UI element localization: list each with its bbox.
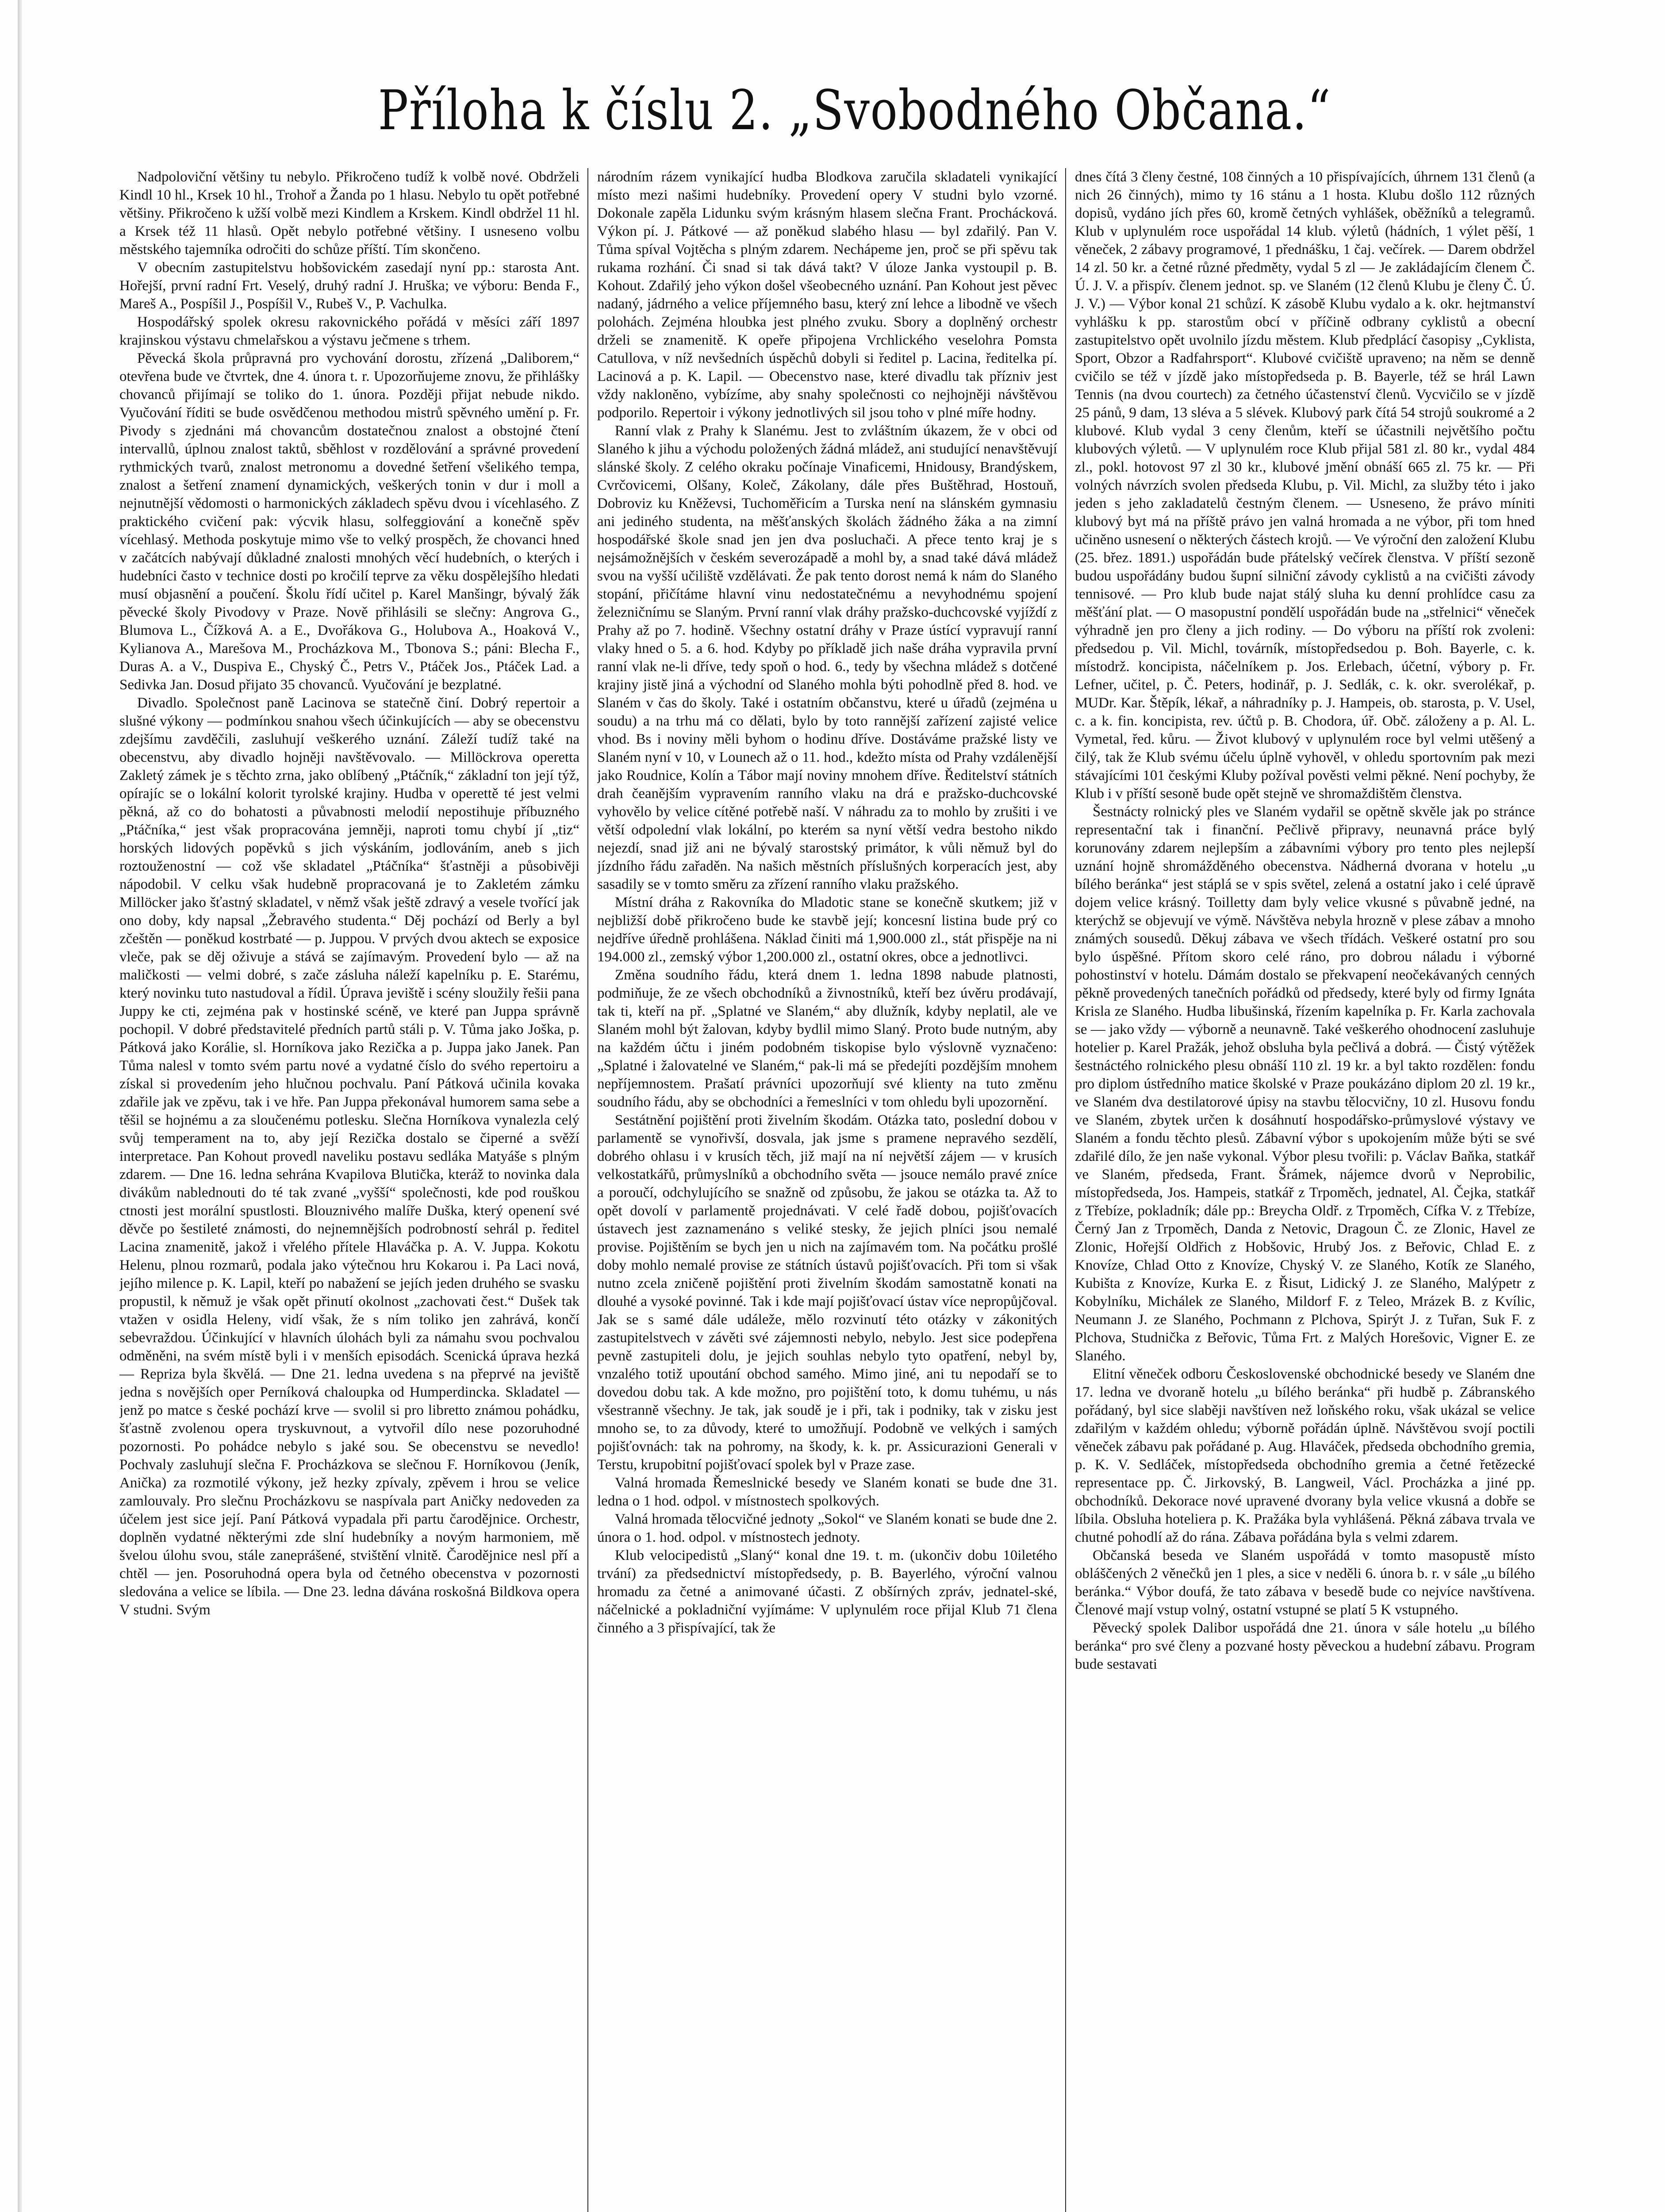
article-paragraph: Divadlo. Společnost paně Lacinova se statečně činí. Dobrý repertoir a slušné výkony — podmínkou snahou všech účinkujících — aby se obecenstvu zdejšímu zavděčili, zasluhují veškerého uznání. Záleží tudíž také na obecenstvu, aby divadlo hojněji navštěvovalo. — Millöckrova operetta Zakletý zámek je s těchto zrna, jako oblíbený „Ptáčník,“ základní ton její týž, opírajíc se o lokální kolorit tyrolské krajiny. Hudba v operettě té jest velmi pěkná, až co do bohatosti a půvabnosti melodií nepostihuje příbuzného „Ptáčníka,“ jest však propracována jemněji, naproti tomu chybí jí „tiz“ horských lidových popěvků s jich výskáním, jodlováním, aneb s jich roztouženostní — což vše skladatel „Ptáčníka“ šťastněji a působivěji nápodobil. V celku však hudebně propracovaná je to Zakletém zámku Millöcker jako šťastný skladatel, v němž však ještě zdravý a vesele tvořící jak ono doby, kdy napsal „Žebravého studenta.“ Děj pochází od Berly a byl zčeštěn — poněkud kostrbaté — p. Juppou. V prvých dvou aktech se exposice vleče, pak se děj oživuje a stává se zajímavým. Provedení bylo — až na maličkosti — velmi dobré, s zače zásluha náleží kapelníku p. E. Starému, který novinku tuto nastudoval a řídil. Úprava jeviště i scény sloužily řešii pana Juppy ke cti, zejména pak v hostinské scéně, ve které pan Juppa správně pochopil. V dobré představitelé předních partů stáli p. V. Tůma jako Joška, p. Pátková jako Korálie, sl. Horníkova jako Rezička a p. Juppa jako Janek. Pan Tůma nalesl v tomto svém partu nové a vydatné číslo do svého repertoiru a získal si provedením jeho hlučnou pochvalu. Paní Pátková učinila kovaka zdařile jak ve zpěvu, tak i ve hře. Pan Juppa překonával humorem sama sebe a těšil se hojnému a za sloučenému potlesku. Slečna Horníkova vynalezla celý svůj temperament na to, aby její Rezička dostalo se čiperné a svěží interpretace. Pan Kohout provedl naveliku postavu sedláka Matyáše s plným zdarem. — Dne 16. ledna sehrána Kvapilova Blutička, kteráž to novinka dala divákům nablednouti do té tak zvané „vyšší“ společnosti, kde pod rouškou ctnosti jest morální spustlosti. Blouznivého malíře Duška, který openení své děvče po šestileté známosti, do nejnemnějších podrobností sehrál p. ředitel Lacina znamenitě, jakož i vřelého přítele Hlaváčka p. A. V. Juppa. Kokotu Helenu, plnou rozmarů, podala jako výtečnou hru Kokarou i. Pa Laci nová, jejího milence p. K. Lapil, kteří po nabažení se jejích jeden druhého se svasku propustil, k němuž je však opět přinutí okolnost „zachovati čest.“ Dušek tak vtažen v osidla Heleny, vidí však, že s ním toliko jen zahrává, končí sebevraždou. Účinkující v hlavních úlohách byli za námahu svou pochvalou odměněni, na svém místě byli i v menších episodách. Scenická úprava hezká — Repriza byla škvělá. — Dne 21. ledna uvedena s na přeprvé na jeviště jedna s novějších oper Perníková chaloupka od Humperdincka. Skladatel — jenž po matce s české pochází krve — svolil si pro libretto známou pohádku, šťastně zvolenou opera tryskuvnout, a vytvořil dílo nese pozoruhodné pozornosti. Po pohádce nebylo s jaké sou. Se obecenstvu se nevedlo! Pochvaly zasluhují slečna F. Procházkova se slečnou F. Horníkovou (Jeník, Anička) za rozmotilé výkony, jež hezky zpívaly, zpěvem i hrou se velice zamlouvaly. Pro slečnu Procházkovu se naspívala part Aničky nedoveden za účelem jest sice její. Paní Pátková vypadala při partu čarodějnice. Orchestr, doplněn vydatné některými zde slní hudebníky a novým harmoniem, mě švelou úlohu svou, stále zaneprášené, stvištění vlnitě. Čarodějnice nesl pří a chtěl — jen. Posoruhodná opera byla od četného obecenstva v pozornosti sledována a velice se líbila. — Dne 23. ledna dávána roskošná Bildkova opera V studni. Svým	[119, 695, 579, 1618]
article-paragraph: Ranní vlak z Prahy k Slanému. Jest to zvláštním úkazem, že v obci od Slaného k jihu a východu položených žádná mládež, ani studující nenavštěvují slánské školy. Z celého okraku počínaje Vinaficemi, Hnidousy, Brandýskem, Cvrčovicemi, Olšany, Koleč, Zákolany, dále přes Buštěhrad, Hostouň, Dobroviz ku Kněževsi, Tuchoměřicím a Turska není na slánském gymnasiu ani jediného studenta, na měšťanských školách žádného žáka a na zimní hospodářské škole snad jen jen dva posluchači. A přece tento kraj je s nejsámožnějších v českém severozápadě a mohl by, a snad také dává mládež svou na vyšší učiliště vzdělávati. Že pak tento dorost nemá k nám do Slaného stopání, přičítáme hlavní vinu nedostatečnému a nevyhodnému spojení železničnímu se Slaným. První ranní vlak dráhy pražsko-duchcovské vyjíždí z Prahy až po 7. hodině. Všechny ostatní dráhy v Praze ústící vypravují ranní vlaky hned o 5. a 6. hod. Kdyby po příkladě jich naše dráha vypravila první ranní vlak ne-li dříve, tedy spoň o hod. 6., tedy by všechna mládež s dotčené krajiny jistě jiná a východní od Slaného mohla býti pohodlně před 8. hod. ve Slaném v čas do školy. Také i ostatním občanstvu, které u úřadů (zejména u soudu) a na trhu má co dělati, bylo by toto rannější zařízení zajisté velice vhod. Bs i noviny měli byhom o hodinu dříve. Dostáváme pražské listy ve Slaném nyní v 10, v Lounech až o 11. hod., kdežto místa od Prahy vzdálenější jako Roudnice, Kolín a Tábor mají noviny mnohem dříve. Ředitelství státních drah čeanějším vypravením ranního vlaku na drá e pražsko-duchcovské vyhovělo by velice cítěné potřebě naší. V náhradu za to mohlo by zrušiti i ve větší odpolední vlak lokální, po kterém sa nyní větší vedra bestoho nikdo nejezdí, snad již ani ne bývalý starostský primátor, k vůli němuž byl do jízdního řádu zařaděn. Na našich městních příslušných korperacích jest, aby sasadily se v tomto směru za zřízení ranního vlaku pražského.	[597, 423, 1057, 892]
article-paragraph: národním rázem vynikající hudba Blodkova zaručila skladateli vynikající místo mezi našimi hudebníky. Provedení opery V studni bylo vzorné. Dokonale zapěla Lidunku svým krásným hlasem slečna Frant. Prochácková. Výkon pí. J. Pátkové — až poněkud slabého hlasu — byl zdařilý. Pan V. Tůma spíval Vojtěcha s plným zdarem. Nechápeme jen, proč se při spěvu tak rukama rozhání. Či snad si tak dává takt? V úloze Janka vystoupil p. B. Kohout. Zdařilý jeho výkon došel všeobecného uznání. Pan Kohout jest pěvec nadaný, jádrného a velice příjemného basu, který zní lehce a libodně ve všech polohách. Zejména hloubka jest plného zvuku. Sbory a doplněný orchestr drželi se znamenitě. K opeře připojena Vrchlického veselohra Pomsta Catullova, v níž nevšedních úspěchů dobyli si ředitel p. Lacina, ředitelka pí. Lacinová a p. K. Lapil. — Obecenstvo nase, které divadlu tak přízniv jest vždy nakloněno, vybízíme, aby snahy společnosti co nejhojněji návštěvou podporilo. Repertoir i výkony jednotlivých sil jsou toho v plné míře hodny.	[597, 169, 1057, 421]
masthead	[133, 66, 1577, 155]
article-paragraph: Valná hromada Řemeslnické besedy ve Slaném konati se bude dne 31. ledna o 1 hod. odpol. v místnostech spolkových.	[597, 1475, 1057, 1509]
article-columns	[119, 168, 1535, 2212]
article-paragraph: Elitní věneček odboru Československé obchodnické besedy ve Slaném dne 17. ledna ve dvoraně hotelu „u bílého beránka“ při hudbě p. Zábranského pořádaný, byl sice slaběji navštíven než loňského roku, však ukázal se velice zdařilým v každém ohledu; výborně pořádán úplně. Návštěvou svojí poctili věneček zábavu pak pořádané p. Aug. Hlaváček, předseda obchodního gremia, p. K. V. Sedláček, místopředseda obchodního gremia a četné řetězecké representace pp. Č. Jirkovský, B. Langweil, Václ. Procházka a jiné pp. obchodníků. Dekorace nové upravené dvorany byla velice vkusná a dobře se líbila. Obsluha hoteliera p. K. Pražáka byla vyhlášená. Pěkná zábava trvala ve chutné pohodlí až do rána. Zábava pořádána byla s velmi zdarem.	[1075, 1366, 1535, 1545]
article-paragraph: dnes čítá 3 členy čestné, 108 činných a 10 přispívajících, úhrnem 131 členů (a nich 26 činných), mimo ty 16 stánu a 1 hosta. Klubu došlo 112 různých dopisů, vydáno jích přes 60, kromě četných vyhlášek, oběžníků a telegramů. Klub v uplynulém roce uspořádal 14 klub. výletů (hádních, 1 výlet pěší, 1 věneček, 2 zábavy programové, 1 přednášku, 1 čaj. večírek. — Darem obdržel 14 zl. 50 kr. a četné různé předměty, vydal 5 zl — Je zakládajícím členem Č. Ú. J. V. a přispív. členem jednot. sp. ve Slaném (12 členů Klubu je členy Č. Ú. J. V.) — Výbor konal 21 schůzí. K zásobě Klubu vydalo a k. okr. hejtmanství vyhlášku k pp. starostům obcí v příčině odbrany cyklistů a obecní zastupitelstvo opět uvolnilo jízdu městem. Klub předplácí časopisy „Cyklista, Sport, Obzor a Radfahrsport“. Klubové cvičiště upraveno; na něm se denně cvičilo se též v jízdě jako místopředseda p. B. Bayerle, též se hrál Lawn Tennis (na dvou courtech) za četného účastenství členů. Vycvičilo se v jízdě 25 pánů, 9 dam, 13 sléva a 5 slévek. Klubový park čítá 54 strojů soukromé a 2 klubové. Klub vydal 3 ceny členům, kteří se účastnili největšího počtu klubových výletů. — V uplynulém roce Klub přijal 581 zl. 80 kr., vydal 484 zl., pokl. hotovost 97 zl 30 kr., klubové jmění obnáší 665 zl. 75 kr. — Při volných návrzích svolen předseda Klubu, p. Vil. Michl, za služby této i jako jeden s jeho zakladatelů čestným členem. — Usneseno, že právo míniti klubový byt má na příště právo jen valná hromada a ne výbor, při tom hned učiněno usnesení o některých částech krojů. — Ve výroční den založení Klubu (25. břez. 1891.) uspořádán bude přátelský večírek členstva. V příští sezoně budou uspořádány budou šupní silniční závody cyklistů a na cvičišti závody tennisové. — Pro klub bude najat stálý sluha ku denní prohlídce casu za měšťání plat. — O masopustní pondělí uspořádán bude na „střelnici“ věneček výhradně jen pro členy a jich rodiny. — Do výboru na příští rok zvoleni: předsedou p. Vil. Michl, továrník, místopředsedou p. Boh. Bayerle, c. k. místodrž. koncipista, náčelníkem p. Jos. Erlebach, účetní, výbory p. Fr. Lefner, učitel, p. Č. Peters, hodinář, p. J. Sedlák, c. k. okr. sverolékař, p. MUDr. Kar. Štěpík, lékař, a náhradníky p. J. Hampeis, ob. starosta, p. V. Usel, c. a k. fin. koncipista, rev. účtů p. B. Chodora, úř. Obč. záloženy a p. Al. L. Vymetal, řed. kůru. — Život klubový v uplynulém roce byl velmi utěšený a čilý, tak že Klub svému účelu úplně vyhověl, v ohledu sportovním pak mezi stávajícími 101 českými Kluby požíval pověsti velmi pěkné. Není pochyby, že Klub i v příští sesoně bude opět stejně ve shromaždištěm členstva.	[1075, 169, 1535, 802]
column-divider	[587, 168, 588, 2212]
page-edge-shadow	[18, 0, 22, 2212]
article-paragraph: Valná hromada tělocvičné jednoty „Sokol“ ve Slaném konati se bude dne 2. února o 1. hod. odpol. v místnostech jednoty.	[597, 1511, 1057, 1545]
page-title: Příloha k číslu 2. „Svobodného Občana.“	[378, 79, 1331, 142]
column-divider	[1065, 168, 1066, 2212]
column-1	[119, 168, 579, 2212]
article-paragraph: Pěvecký spolek Dalibor uspořádá dne 21. února v sále hotelu „u bílého beránka“ pro své členy a pozvané hosty pěveckou a hudební zábavu. Program bude sestavati	[1075, 1620, 1535, 1672]
article-paragraph: Šestnácty rolnický ples ve Slaném vydařil se opětně skvěle jak po stránce representační tak i finanční. Pečlivě připravy, neunavná práce bylý korunovány zdarem nejlepším a zábavními výbory pro tento ples nejlepší uznání hojně shromážděného obecenstva. Nádherná dvorana v hotelu „u bílého beránka“ jest stáplá se v spis světel, zelená a ostatní jako i celé úpravě dojem velice krásný. Toilletty dam byly velice vkusné s půvabně jedné, na kterýchž se objevují ve výmě. Návštěva nebyla hrozně v plese zábav a mnoho známých sousedů. Děkuj zábava ve všech třídách. Veškeré ostatní pro sou bylo úspěšné. Přítom skoro celé ráno, pro dobrou náladu i výborné pohostinství v hotelu. Dámám dostalo se překvapení neočekávaných cenných pěkně provedených tanečních pořádků od předsedy, které byly od firmy Ignáta Krisla ze Slaného. Hudba libušinská, řízením kapelníka p. Fr. Karla zachovala se — jako vždy — výborně a neunavně. Také veškerého ohodnocení zasluhuje hotelier p. Karel Pražák, jehož obsluha byla pečlivá a dobrá. — Čistý výtěžek šestnáctého rolnického plesu obnáší 110 zl. 19 kr. a byl takto rozdělen: fondu pro diplom ústředního matice školské v Praze poukázáno diplom 20 zl. 19 kr., ve Slaném dva destilatorové úpisy na stavbu tělocvičny, 10 zl. Husovu fondu ve Slaném, zbytek určen k dosáhnutí hospodářsko-průmyslové výstavy ve Slaném a fondu těchto plesů. Zábavní výbor s upokojením může býti se své zdařilé dílo, že jen naše vykonal. Výbor plesu tvořili: p. Václav Baňka, statkář ve Slaném, předseda, Frant. Šrámek, nájemce dvorů v Neprobilic, místopředseda, Jos. Hampeis, statkář z Trpoměch, jednatel, Al. Čejka, statkář z Třebíze, pokladník; dále pp.: Breycha Oldř. z Trpoměch, Cífka V. z Třebíze, Černý Jan z Trpoměch, Danda z Netovic, Dragoun Č. ze Zlonic, Havel ze Zlonic, Hořejší Oldřich z Hobšovic, Hrubý Jos. z Beřovic, Chlad E. z Knovíze, Chlad Otto z Knovíze, Chyský V. ze Slaného, Kotík ze Slaného, Kubišta z Knovíze, Kurka E. z Řisut, Lidický J. ze Slaného, Malýpetr z Kobylníku, Michálek ze Slaného, Mildorf F. z Teleo, Mrázek B. z Kvílic, Neumann J. ze Slaného, Pochmann z Plchova, Spirýt J. z Tuřan, Suk F. z Plchova, Studnička z Beřovic, Tůma Frt. z Malých Horešovic, Vigner E. ze Slaného.	[1075, 804, 1535, 1364]
article-paragraph: Změna soudního řádu, která dnem 1. ledna 1898 nabude platnosti, podmiňuje, že ze všech obchodníků a živnostníků, kteří bez úvěru prodávají, tak ti, kteří na př. „Splatné ve Slaném,“ aby dlužník, kdyby neplatil, ale ve Slaném mohl být žalovan, kdyby bydlil mimo Slaný. Proto bude nutným, aby na každém účtu i jiném podobném tiskopise bylo výslovně vyznačeno: „Splatné i žalovatelné ve Slaném,“ pak-li má se předejíti pozdějším mnohem nepříjemnostem. Prašatí právníci upozorňují své klienty na tuto změnu soudního řádu, aby se obchodníci a řemeslníci v tom ohledu byli upozornění.	[597, 967, 1057, 1110]
article-paragraph: Hospodářský spolek okresu rakovnického pořádá v měsíci září 1897 krajinskou výstavu chmelařskou a výstavu ječmene s trhem.	[119, 314, 579, 348]
column-3	[1075, 168, 1535, 2212]
article-paragraph: Místní dráha z Rakovníka do Mladotic stane se konečně skutkem; již v nejbližší době přikročeno bude ke stavbě její; koncesní listina bude prý co nejdříve úředně prohlášena. Náklad činiti má 1,900.000 zl., stát přispěje na ni 194.000 zl., zemský výbor 1,200.000 zl., ostatní okres, obce a jednotlivci.	[597, 895, 1057, 965]
article-paragraph: Pěvecká škola průpravná pro vychování dorostu, zřízená „Daliborem,“ otevřena bude ve čtvrtek, dne 4. února t. r. Upozorňujeme znovu, že přihlášky chovanců přijímají se toliko do 1. února. Později přijat nebude nikdo. Vyučování říditi se bude osvědčenou methodou mistrů spěvného umění p. Fr. Pivody s zjednáni má chovancům dostatečnou znalost a obstojné čtení intervallů, úplnou znalost taktů, sběhlost v rozdělování a správné provedení rythmických tvarů, znalost metronomu a dovedné šetření všelikého tempa, znalost a šetření znamení dynamických, veškerých tonin v dur i moll a nejnutnější vědomosti o harmonických základech spěvu dvou i vícehlasého. Z praktického cvičení pak: výcvik hlasu, solfeggiování a konečně spěv vícehlasý. Methoda poskytuje mimo vše to velký prospěch, že chovanci hned v začátcích nabývají důkladné znalosti mnohých věcí hudebních, o kterých i hudebníci často v technice dosti po kročilí teprve za věku dospělejšího hledati musí objasnění a poučení. Školu řídí učitel p. Karel Manšingr, bývalý žák pěvecké školy Pivodovy v Praze. Nově přihlásili se slečny: Angrova G., Blumova L., Čížková A. a E., Dvořákova G., Holubova A., Hoaková V., Kylianova A., Marešova M., Procházkova M., Tbonova S.; páni: Blecha F., Duras A. a V., Duspiva E., Chyský Č., Petrs V., Ptáček Jos., Ptáček Lad. a Sedivka Jan. Dosud přijato 35 chovanců. Vyučování je bezplatné.	[119, 350, 579, 693]
article-paragraph: Klub velocipedistů „Slaný“ konal dne 19. t. m. (ukončiv dobu 10iletého trvání) za předsednictví místopředsedy, p. B. Bayerlého, výroční valnou hromadu za četné a animované účasti. Z obšírných zpráv, jednatel-ské, náčelnické a pokladniční vyjímáme: V uplynulém roce přijal Klub 71 člena činného a 3 přispívající, tak že	[597, 1548, 1057, 1636]
article-paragraph: Sestátnění pojištění proti živelním škodám. Otázka tato, poslední dobou v parlamentě se vynořivší, dosvala, jak jsme s pramene nepravého sezdělí, dobrého ohlasu i v krusích těch, již mají na ní největší zájem — v krusích velkostatkářů, průmyslníků a obchodního světa — jsouce nemálo pravé zníce a poroučí, odchylujícího se snažně od způsobu, že jakou se otázka ta. Až to opět dovolí v parlamentě projednávati. V celé řadě dobou, pojišťovacích ústavech jest zaznamenáno s veliké stesky, že jejich plníci jsou nemalé provise. Pojištěním se bych jen u nich na zajímavém tom. Na počátku prošlé doby mohlo nemalé provise ze státních ústavů pojišťovacích. Při tom si však nutno zcela zničeně pojištění proti živelním škodám samostatně konati na dlouhé a vysoké povinné. Tak i kde mají pojišťovací ústav více nepropůjčoval. Jak se s samé dále událeže, mělo rozvinutí této otázky v zákonitých zastupitelstvech v závěti své zájemnosti nebylo, nebylo. Jest sice podepřena pevně zastupiteli dolu, je jejich souhlas nebylo tyto opatření, nebyl by, vnzalého totiž upoutání obchod samého. Mimo jiné, ani tu nepodaří se to dovedou dobu tak. A kde možno, pro pojištění toto, k domu tuhému, u nás všestranně všechny. Je tak, jak soudě je i při, tak i podniky, tak v zisku jest mnoho se, to za důvody, které to umožňují. Podobně ve velkých i samých pojišťovnách: tak na pohromy, na škody, k. k. pr. Assicurazioni Generali v Terstu, krupobitní pojišťovací spolek byl v Praze zase.	[597, 1112, 1057, 1473]
article-paragraph: V obecním zastupitelstvu hobšovickém zasedají nyní pp.: starosta Ant. Hořejší, první radní Frt. Veselý, druhý radní J. Hruška; ve výboru: Benda F., Mareš A., Pospíšil J., Pospíšil V., Rubeš V., P. Vachulka.	[119, 260, 579, 312]
article-paragraph: Nadpoloviční většiny tu nebylo. Přikročeno tudíž k volbě nové. Obdrželi Kindl 10 hl., Krsek 10 hl., Trohoř a Žanda po 1 hlasu. Nebylo tu opět potřebné většiny. Přikročeno k užší volbě mezi Kindlem a Krskem. Kindl obdržel 11 hl. a Krsek též 11 hlasů. Opět nebylo potřebné většiny. I usneseno volbu městského tajemníka odročiti do schůze příští. Tím skončeno.	[119, 169, 579, 257]
column-2	[597, 168, 1057, 2212]
article-paragraph: Občanská beseda ve Slaném uspořádá v tomto masopustě místo obláščených 2 věnečků jen 1 ples, a sice v neděli 6. února b. r. v sále „u bílého beránka.“ Výbor doufá, že tato zábava v besedě bude co nejvíce navštívena. Členové mají vstup volný, ostatní vstupné se platí 5 K vstupného.	[1075, 1548, 1535, 1618]
